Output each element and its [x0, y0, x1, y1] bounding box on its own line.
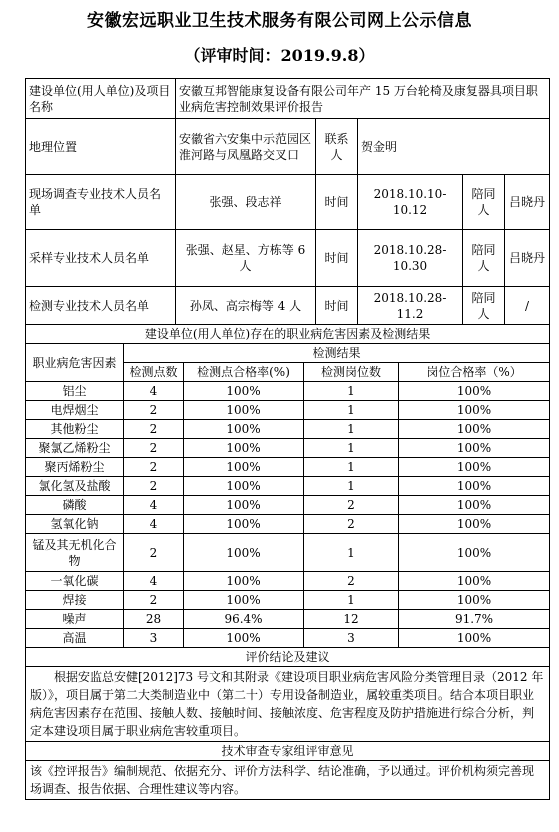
location-label: 地理位置	[26, 119, 176, 175]
post-count: 12	[304, 610, 399, 629]
location-value: 安徽省六安集中示范园区淮河路与凤凰路交叉口	[176, 119, 316, 175]
point-rate: 100%	[184, 420, 304, 439]
conclusion-text-row	[26, 667, 550, 742]
factor-name: 高温	[26, 629, 124, 648]
point-rate: 100%	[184, 382, 304, 401]
location-row	[26, 119, 550, 175]
conclusion-table	[25, 647, 550, 800]
post-rate: 100%	[399, 439, 550, 458]
post-count: 1	[304, 591, 399, 610]
hazard-row	[26, 420, 550, 439]
detect-acc-label: 陪同人	[463, 287, 505, 325]
post-rate: 100%	[399, 591, 550, 610]
point-rate: 100%	[184, 401, 304, 420]
post-rate: 100%	[399, 629, 550, 648]
point-count: 2	[124, 477, 184, 496]
review-date: （评审时间：2019.9.8）	[184, 46, 375, 65]
hazard-row	[26, 629, 550, 648]
post-count: 1	[304, 477, 399, 496]
post-count: 1	[304, 420, 399, 439]
post-rate: 100%	[399, 382, 550, 401]
point-rate: 100%	[184, 458, 304, 477]
post-rate: 100%	[399, 496, 550, 515]
contact-label: 联系人	[316, 119, 358, 175]
review-title: 技术审查专家组评审意见	[26, 742, 550, 761]
post-rate: 91.7%	[399, 610, 550, 629]
col-header-points: 检测点数	[124, 363, 184, 382]
sample-acc-label: 陪同人	[463, 230, 505, 287]
unit-label: 建设单位(用人单位)及项目名称	[26, 79, 176, 119]
post-rate: 100%	[399, 401, 550, 420]
factor-name: 氢氧化钠	[26, 515, 124, 534]
factor-name: 锰及其无机化合物	[26, 534, 124, 572]
detect-time: 2018.10.28-11.2	[358, 287, 463, 325]
hazard-row	[26, 439, 550, 458]
point-count: 2	[124, 591, 184, 610]
post-rate: 100%	[399, 515, 550, 534]
conclusion-title-row	[26, 648, 550, 667]
sample-label: 采样专业技术人员名单	[26, 230, 176, 287]
hazard-row	[26, 610, 550, 629]
hazard-section-title: 建设单位(用人单位)存在的职业病危害因素及检测结果	[26, 325, 550, 344]
sample-time-label: 时间	[316, 230, 358, 287]
post-rate: 100%	[399, 572, 550, 591]
hazard-table	[25, 324, 550, 648]
point-rate: 100%	[184, 591, 304, 610]
sample-acc: 吕晓丹	[505, 230, 550, 287]
post-count: 2	[304, 496, 399, 515]
point-rate: 100%	[184, 439, 304, 458]
review-title-row	[26, 742, 550, 761]
point-count: 28	[124, 610, 184, 629]
hazard-row	[26, 477, 550, 496]
hazard-row	[26, 382, 550, 401]
hazard-header-row-1	[26, 344, 550, 363]
detect-label: 检测专业技术人员名单	[26, 287, 176, 325]
hazard-row	[26, 591, 550, 610]
factor-header: 职业病危害因素	[26, 344, 124, 382]
point-count: 4	[124, 496, 184, 515]
hazard-row	[26, 496, 550, 515]
factor-name: 磷酸	[26, 496, 124, 515]
conclusion-text: 根据安监总安健[2012]73 号文和其附录《建设项目职业病危害风险分类管理目录（2012 年版）》，项目属于第二大类制造业中（第二十）专用设备制造业，属较重类项目。结合本项目职业病危害因素存在范围、接触人数、接触时间、接触浓度、危害程度及防护措施进行综合分析，判定本建设项目属于职业病危害较重项目。	[26, 667, 550, 742]
contact-value: 贺金明	[358, 119, 550, 175]
point-count: 4	[124, 515, 184, 534]
result-header: 检测结果	[124, 344, 550, 363]
document-title: 安徽宏远职业卫生技术服务有限公司网上公示信息	[87, 11, 472, 31]
point-rate: 100%	[184, 515, 304, 534]
survey-names: 张强、段志祥	[176, 175, 316, 230]
point-count: 4	[124, 382, 184, 401]
detect-row	[26, 287, 550, 325]
hazard-row	[26, 401, 550, 420]
point-count: 3	[124, 629, 184, 648]
post-count: 2	[304, 515, 399, 534]
factor-name: 其他粉尘	[26, 420, 124, 439]
survey-acc: 吕晓丹	[505, 175, 550, 230]
post-count: 1	[304, 439, 399, 458]
point-rate: 100%	[184, 572, 304, 591]
post-rate: 100%	[399, 420, 550, 439]
post-rate: 100%	[399, 477, 550, 496]
survey-acc-label: 陪同人	[463, 175, 505, 230]
survey-label: 现场调查专业技术人员名单	[26, 175, 176, 230]
post-count: 3	[304, 629, 399, 648]
post-count: 1	[304, 382, 399, 401]
detect-time-label: 时间	[316, 287, 358, 325]
point-count: 2	[124, 439, 184, 458]
survey-row	[26, 175, 550, 230]
point-count: 4	[124, 572, 184, 591]
review-text-row	[26, 761, 550, 800]
unit-value: 安徽互邦智能康复设备有限公司年产 15 万台轮椅及康复器具项目职业病危害控制效果评价报告	[176, 79, 550, 119]
point-count: 2	[124, 458, 184, 477]
post-count: 2	[304, 572, 399, 591]
hazard-row	[26, 458, 550, 477]
factor-name: 氯化氢及盐酸	[26, 477, 124, 496]
sample-time: 2018.10.28-10.30	[358, 230, 463, 287]
survey-time-label: 时间	[316, 175, 358, 230]
hazard-row	[26, 534, 550, 572]
sample-row	[26, 230, 550, 287]
conclusion-title: 评价结论及建议	[26, 648, 550, 667]
factor-name: 一氧化碳	[26, 572, 124, 591]
hazard-section-row	[26, 325, 550, 344]
point-rate: 100%	[184, 496, 304, 515]
factor-name: 聚丙烯粉尘	[26, 458, 124, 477]
factor-name: 噪声	[26, 610, 124, 629]
point-count: 2	[124, 534, 184, 572]
hazard-row	[26, 572, 550, 591]
col-header-point-rate: 检测点合格率(%)	[184, 363, 304, 382]
point-rate: 100%	[184, 629, 304, 648]
unit-row	[26, 79, 550, 119]
post-rate: 100%	[399, 458, 550, 477]
detect-acc: /	[505, 287, 550, 325]
post-count: 1	[304, 458, 399, 477]
sample-names: 张强、赵星、方栋等 6 人	[176, 230, 316, 287]
point-rate: 96.4%	[184, 610, 304, 629]
factor-name: 电焊烟尘	[26, 401, 124, 420]
post-rate: 100%	[399, 534, 550, 572]
factor-name: 铝尘	[26, 382, 124, 401]
point-rate: 100%	[184, 534, 304, 572]
col-header-posts: 检测岗位数	[304, 363, 399, 382]
info-table	[25, 78, 550, 325]
point-rate: 100%	[184, 477, 304, 496]
hazard-row	[26, 515, 550, 534]
factor-name: 焊接	[26, 591, 124, 610]
point-count: 2	[124, 420, 184, 439]
detect-names: 孙凤、高宗梅等 4 人	[176, 287, 316, 325]
factor-name: 聚氯乙烯粉尘	[26, 439, 124, 458]
col-header-post-rate: 岗位合格率（%）	[399, 363, 550, 382]
review-text: 该《控评报告》编制规范、依据充分、评价方法科学、结论准确，予以通过。评价机构须完善现场调查、报告依据、合理性建议等内容。	[26, 761, 550, 800]
post-count: 1	[304, 534, 399, 572]
point-count: 2	[124, 401, 184, 420]
survey-time: 2018.10.10-10.12	[358, 175, 463, 230]
post-count: 1	[304, 401, 399, 420]
